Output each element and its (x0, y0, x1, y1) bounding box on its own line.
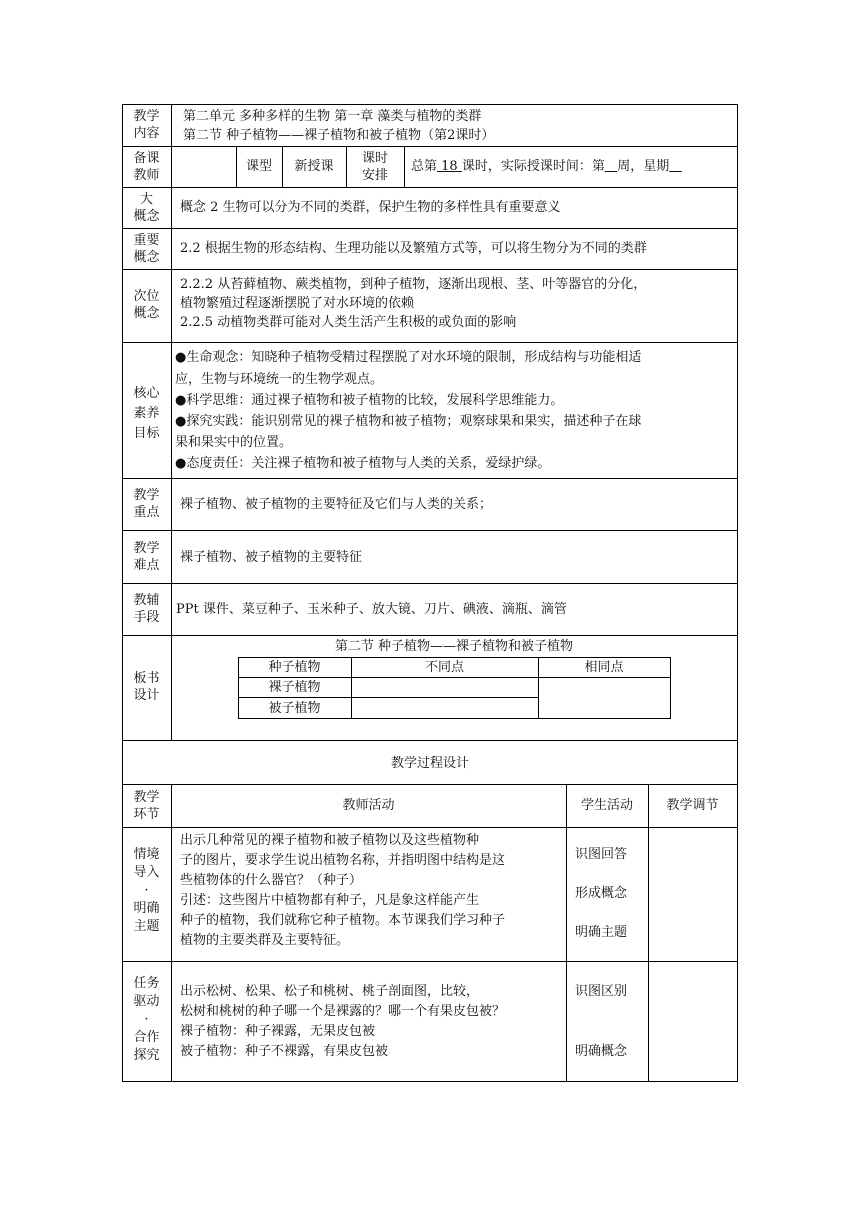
core-literacy-line: 应，生物与环境统一的生物学观点。 (175, 372, 384, 387)
board-table-line (238, 677, 538, 678)
key-points-text: 裸子植物、被子植物的主要特征及它们与人类的关系； (180, 497, 493, 512)
stage-2-teacher-line: 被子植物：种子不裸露，有果皮包被 (180, 1044, 389, 1059)
board-table-line (538, 677, 670, 678)
stage-1-teacher-line: 引述：这些图片中植物都有种子，凡是象这样能产生 (180, 893, 480, 908)
important-concept-label: 重要 概念 (133, 233, 160, 265)
key-points-label: 教学 重点 (133, 488, 160, 520)
teacher-label: 备课 教师 (133, 151, 160, 183)
process-title: 教学过程设计 (390, 756, 469, 771)
stage-2-student-activity: 明确概念 (575, 1044, 628, 1059)
stage-1-teacher-line: 些植物体的什么器官？（种子） (180, 873, 363, 888)
board-row-label: 被子植物 (268, 701, 321, 716)
core-literacy-line: 果和果实中的位置。 (175, 435, 293, 450)
stage-1-teacher-line: 子的图片，要求学生说出植物名称，并指明图中结构是这 (180, 853, 506, 868)
lesson-type-label: 课型 (245, 159, 272, 174)
sub-concept-line: 2.2.5 动植物类群可能对人类生活产生积极的或负面的影响 (180, 315, 517, 330)
row-line (122, 583, 738, 584)
row-line (122, 104, 738, 105)
stage-2-teacher-line: 裸子植物：种子裸露，无果皮包被 (180, 1024, 376, 1039)
difficulties-text: 裸子植物、被子植物的主要特征 (180, 550, 363, 565)
table-border-right (737, 104, 738, 1081)
aids-label: 教辅 手段 (133, 593, 160, 625)
stage-2-label: 任务 驱动 · 合作 探究 (133, 976, 160, 1063)
board-table-line (670, 657, 671, 719)
cell-divider (404, 146, 405, 187)
row-line (122, 635, 738, 636)
core-literacy-label: 核心 素养 目标 (133, 386, 160, 441)
board-row-label: 裸子植物 (268, 680, 321, 695)
row-line (122, 269, 738, 270)
process-column-divider (648, 784, 649, 1081)
big-concept-label: 大 概念 (133, 192, 160, 224)
row-line (122, 146, 738, 147)
core-literacy-line: ●态度责任：关注裸子植物和被子植物与人类的关系，爱绿护绿。 (175, 456, 551, 471)
stage-header: 教学 环节 (133, 790, 160, 822)
core-literacy-line: ●生命观念：知晓种子植物受精过程摆脱了对水环境的限制，形成结构与功能相适 (175, 350, 642, 365)
core-literacy-line: ●探究实践：能识别常见的裸子植物和被子植物；观察球果和果实，描述种子在球 (175, 414, 642, 429)
stage-2-teacher-line: 松树和桃树的种子哪一个是裸露的？哪一个有果皮包被？ (180, 1004, 506, 1019)
teacher-activity-header: 教师活动 (342, 798, 395, 813)
important-concept-text: 2.2 根据生物的形态结构、生理功能以及繁殖方式等，可以将生物分为不同的类群 (180, 241, 647, 256)
row-line (122, 961, 738, 962)
board-header: 种子植物 (268, 660, 321, 675)
stage-1-teacher-line: 出示几种常见的裸子植物和被子植物以及这些植物种 (180, 833, 480, 848)
schedule-info: 总第 18 课时，实际授课时间：第 周，星期 (411, 159, 670, 174)
row-line (122, 530, 738, 531)
row-line (122, 187, 738, 188)
lesson-type-value: 新授课 (294, 159, 334, 174)
board-header: 相同点 (584, 660, 624, 675)
board-header: 不同点 (424, 660, 464, 675)
stage-1-label: 情境 导入 · 明确 主题 (133, 847, 160, 934)
row-line (122, 827, 738, 828)
period-label: 课时 安排 (361, 151, 388, 183)
board-label: 板书 设计 (133, 671, 160, 703)
process-column-divider (171, 784, 172, 1081)
board-table-line (238, 718, 670, 719)
stage-1-student-activity: 形成概念 (575, 886, 628, 901)
adjust-header: 教学调节 (666, 798, 719, 813)
board-table-line (238, 697, 538, 698)
stage-1-student-activity: 明确主题 (575, 925, 628, 940)
label-column-divider (171, 104, 172, 740)
content-line-2: 第二节 种子植物——裸子植物和被子植物（第2课时） (183, 128, 495, 143)
row-line (122, 342, 738, 343)
big-concept-text: 概念 2 生物可以分为不同的类群，保护生物的多样性具有重要意义 (180, 200, 561, 215)
board-table-line (238, 657, 670, 658)
sub-concept-line: 植物繁殖过程逐渐摆脱了对水环境的依赖 (180, 296, 415, 311)
stage-1-teacher-line: 植物的主要类群及主要特征。 (180, 933, 350, 948)
board-title: 第二节 种子植物——裸子植物和被子植物 (334, 639, 574, 654)
stage-1-student-activity: 识图回答 (575, 847, 628, 862)
content-line-1: 第二单元 多种多样的生物 第一章 藻类与植物的类群 (183, 109, 482, 124)
stage-2-teacher-line: 出示松树、松果、松子和桃树、桃子剖面图，比较， (180, 984, 480, 999)
content-label: 教学 内容 (133, 109, 160, 141)
row-line (122, 740, 738, 741)
difficulties-label: 教学 难点 (133, 541, 160, 573)
schedule-number: 18 (441, 159, 458, 174)
core-literacy-line: ●科学思维：通过裸子植物和被子植物的比较，发展科学思维能力。 (175, 393, 564, 408)
row-line (122, 784, 738, 785)
row-line (122, 1081, 738, 1082)
row-line (122, 228, 738, 229)
stage-1-teacher-line: 种子的植物，我们就称它种子植物。本节课我们学习种子 (180, 913, 506, 928)
student-activity-header: 学生活动 (580, 798, 633, 813)
sub-concept-label: 次位 概念 (133, 289, 160, 321)
stage-2-student-activity: 识图区别 (575, 984, 628, 999)
process-column-divider (566, 784, 567, 1081)
row-line (122, 478, 738, 479)
sub-concept-line: 2.2.2 从苔藓植物、蕨类植物，到种子植物，逐渐出现根、茎、叶等器官的分化， (180, 277, 647, 292)
aids-text: PPt 课件、菜豆种子、玉米种子、放大镜、刀片、碘液、滴瓶、滴管 (176, 602, 567, 617)
